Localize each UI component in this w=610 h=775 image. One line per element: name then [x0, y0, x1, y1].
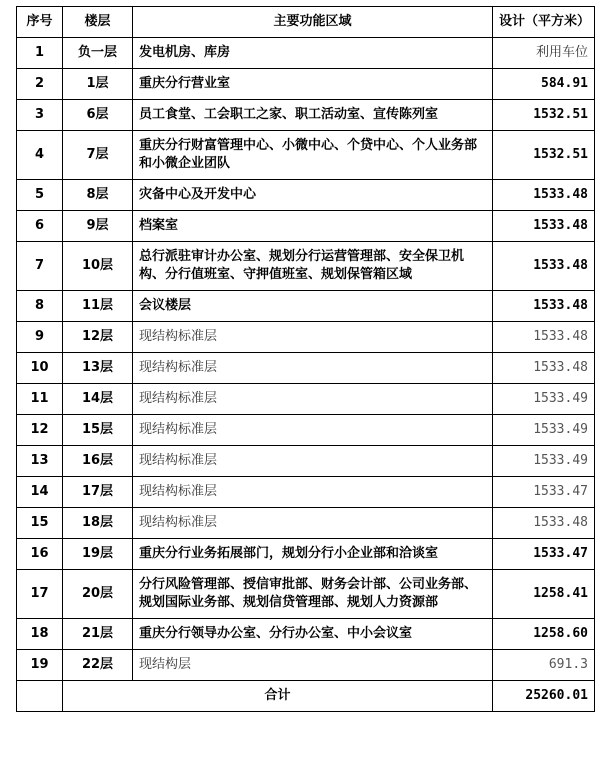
- row-floor: 19层: [63, 539, 133, 570]
- row-function: 现结构标准层: [133, 384, 493, 415]
- row-index: 17: [17, 570, 63, 619]
- table-row: [17, 650, 595, 681]
- table-row: [17, 180, 595, 211]
- row-index: 6: [17, 211, 63, 242]
- row-function: 现结构标准层: [133, 322, 493, 353]
- table-row: [17, 353, 595, 384]
- row-area: 1258.60: [493, 619, 595, 650]
- row-function: 现结构标准层: [133, 415, 493, 446]
- row-function: 现结构层: [133, 650, 493, 681]
- header-area: 设计（平方米）: [493, 7, 595, 38]
- row-index: 13: [17, 446, 63, 477]
- row-area: 1532.51: [493, 131, 595, 180]
- row-index: 16: [17, 539, 63, 570]
- row-floor: 9层: [63, 211, 133, 242]
- row-function: 现结构标准层: [133, 477, 493, 508]
- row-floor: 14层: [63, 384, 133, 415]
- row-function: 现结构标准层: [133, 446, 493, 477]
- table-row: [17, 69, 595, 100]
- row-index: 12: [17, 415, 63, 446]
- row-area: 1533.49: [493, 384, 595, 415]
- row-floor: 21层: [63, 619, 133, 650]
- total-row: [17, 681, 595, 712]
- row-index: 19: [17, 650, 63, 681]
- row-floor: 16层: [63, 446, 133, 477]
- row-function: 会议楼层: [133, 291, 493, 322]
- header-floor: 楼层: [63, 7, 133, 38]
- table-row: [17, 100, 595, 131]
- row-function: 档案室: [133, 211, 493, 242]
- row-function: 重庆分行业务拓展部门，规划分行小企业部和洽谈室: [133, 539, 493, 570]
- row-function: 现结构标准层: [133, 353, 493, 384]
- row-floor: 11层: [63, 291, 133, 322]
- row-floor: 17层: [63, 477, 133, 508]
- row-floor: 负一层: [63, 38, 133, 69]
- total-empty-cell: [17, 681, 63, 712]
- row-index: 7: [17, 242, 63, 291]
- table-row: [17, 477, 595, 508]
- table-row: [17, 619, 595, 650]
- table-row: [17, 384, 595, 415]
- row-area: 利用车位: [493, 38, 595, 69]
- row-area: 1533.49: [493, 415, 595, 446]
- row-index: 2: [17, 69, 63, 100]
- row-index: 9: [17, 322, 63, 353]
- row-floor: 6层: [63, 100, 133, 131]
- row-function: 员工食堂、工会职工之家、职工活动室、宣传陈列室: [133, 100, 493, 131]
- header-row: [17, 7, 595, 38]
- table-row: [17, 131, 595, 180]
- row-floor: 15层: [63, 415, 133, 446]
- row-function: 分行风险管理部、授信审批部、财务会计部、公司业务部、规划国际业务部、规划信贷管理部、规划人力资源部: [133, 570, 493, 619]
- row-function: 总行派驻审计办公室、规划分行运营管理部、安全保卫机构、分行值班室、守押值班室、规划保管箱区域: [133, 242, 493, 291]
- total-area: 25260.01: [493, 681, 595, 712]
- table-row: [17, 446, 595, 477]
- row-area: 1533.48: [493, 291, 595, 322]
- row-index: 18: [17, 619, 63, 650]
- row-function: 重庆分行财富管理中心、小微中心、个贷中心、个人业务部和小微企业团队: [133, 131, 493, 180]
- row-function: 灾备中心及开发中心: [133, 180, 493, 211]
- floor-function-table: [16, 6, 595, 712]
- table-row: [17, 38, 595, 69]
- floor-function-table-container: [16, 6, 595, 712]
- row-index: 11: [17, 384, 63, 415]
- row-area: 1533.48: [493, 211, 595, 242]
- row-area: 1533.48: [493, 180, 595, 211]
- row-area: 1533.48: [493, 508, 595, 539]
- table-row: [17, 211, 595, 242]
- row-floor: 12层: [63, 322, 133, 353]
- row-area: 1533.47: [493, 477, 595, 508]
- table-row: [17, 242, 595, 291]
- row-area: 1533.49: [493, 446, 595, 477]
- row-index: 1: [17, 38, 63, 69]
- table-row: [17, 570, 595, 619]
- table-row: [17, 508, 595, 539]
- row-floor: 20层: [63, 570, 133, 619]
- row-area: 1533.48: [493, 322, 595, 353]
- row-index: 8: [17, 291, 63, 322]
- row-function: 发电机房、库房: [133, 38, 493, 69]
- total-label: 合计: [63, 681, 493, 712]
- row-index: 10: [17, 353, 63, 384]
- header-function: 主要功能区域: [133, 7, 493, 38]
- row-area: 1533.48: [493, 242, 595, 291]
- row-index: 4: [17, 131, 63, 180]
- row-index: 15: [17, 508, 63, 539]
- row-index: 3: [17, 100, 63, 131]
- row-floor: 22层: [63, 650, 133, 681]
- row-function: 重庆分行营业室: [133, 69, 493, 100]
- row-area: 1533.47: [493, 539, 595, 570]
- table-row: [17, 415, 595, 446]
- row-function: 重庆分行领导办公室、分行办公室、中小会议室: [133, 619, 493, 650]
- table-row: [17, 291, 595, 322]
- row-floor: 1层: [63, 69, 133, 100]
- table-row: [17, 539, 595, 570]
- row-floor: 8层: [63, 180, 133, 211]
- row-area: 691.3: [493, 650, 595, 681]
- row-floor: 7层: [63, 131, 133, 180]
- row-floor: 18层: [63, 508, 133, 539]
- row-area: 1533.48: [493, 353, 595, 384]
- row-area: 1258.41: [493, 570, 595, 619]
- row-index: 5: [17, 180, 63, 211]
- row-index: 14: [17, 477, 63, 508]
- table-row: [17, 322, 595, 353]
- header-index: 序号: [17, 7, 63, 38]
- row-function: 现结构标准层: [133, 508, 493, 539]
- row-area: 584.91: [493, 69, 595, 100]
- row-area: 1532.51: [493, 100, 595, 131]
- row-floor: 13层: [63, 353, 133, 384]
- row-floor: 10层: [63, 242, 133, 291]
